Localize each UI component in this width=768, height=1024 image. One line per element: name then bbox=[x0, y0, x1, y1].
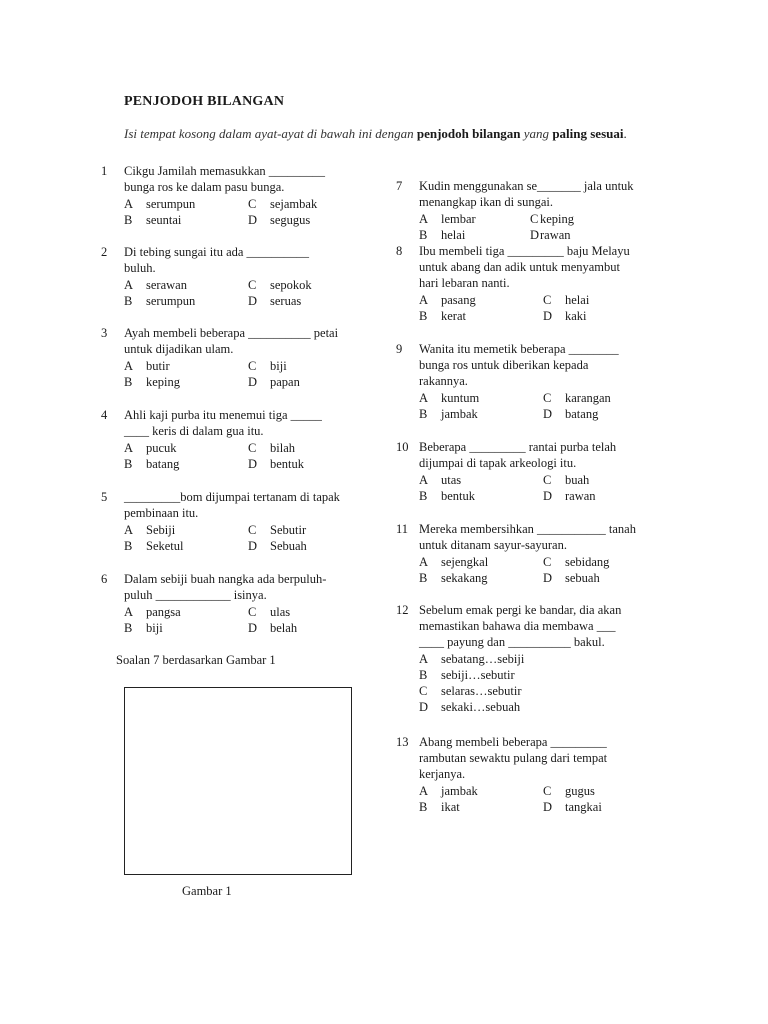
option-letter: B bbox=[124, 621, 133, 635]
option-text: batang bbox=[565, 407, 599, 421]
option-letter: C bbox=[419, 684, 428, 698]
question-text-line: bunga ros ke dalam pasu bunga. bbox=[124, 180, 285, 194]
question-number: 6 bbox=[101, 572, 108, 586]
option-letter: D bbox=[248, 213, 258, 227]
option-letter: C bbox=[543, 293, 552, 307]
option-letter: B bbox=[419, 309, 428, 323]
option-letter: D bbox=[248, 375, 258, 389]
option-letter: D bbox=[248, 294, 258, 308]
question-number: 13 bbox=[396, 735, 409, 749]
option-letter: B bbox=[124, 457, 133, 471]
question-text-line: memastikan bahawa dia membawa ___ bbox=[419, 619, 616, 633]
option-a[interactable] bbox=[419, 783, 478, 799]
option-c[interactable] bbox=[543, 783, 595, 799]
option-letter: A bbox=[419, 652, 429, 666]
question-text-line: Ayah membeli beberapa __________ petai bbox=[124, 326, 339, 340]
option-d[interactable] bbox=[530, 227, 571, 243]
option-d[interactable] bbox=[248, 456, 304, 472]
instruction-part4: paling sesuai bbox=[552, 126, 624, 141]
option-text: sebuah bbox=[565, 571, 600, 585]
page-title: PENJODOH BILANGAN bbox=[124, 94, 285, 109]
option-text: kerat bbox=[441, 309, 466, 323]
option-text: keping bbox=[146, 375, 181, 389]
option-letter: A bbox=[124, 441, 134, 455]
question-number: 10 bbox=[396, 440, 409, 454]
option-text: ikat bbox=[441, 800, 460, 814]
option-text: bentuk bbox=[270, 457, 305, 471]
question-text-line: ____ payung dan __________ bakul. bbox=[419, 635, 605, 649]
option-b[interactable] bbox=[419, 570, 488, 586]
question-text-line: Ahli kaji purba itu menemui tiga _____ bbox=[124, 408, 322, 422]
option-letter: C bbox=[543, 784, 552, 798]
option-text: serawan bbox=[146, 278, 187, 292]
option-text: keping bbox=[540, 212, 575, 226]
question-text-line: Mereka membersihkan ___________ tanah bbox=[419, 522, 636, 536]
question-text-line: kerjanya. bbox=[419, 767, 466, 781]
option-text: jambak bbox=[441, 784, 478, 798]
option-a[interactable] bbox=[124, 277, 187, 293]
question-number: 8 bbox=[396, 244, 403, 258]
option-a[interactable] bbox=[419, 390, 479, 406]
question-text-line: untuk abang dan adik untuk menyambut bbox=[419, 260, 621, 274]
option-text: seruas bbox=[270, 294, 302, 308]
option-letter: A bbox=[419, 473, 429, 487]
option-text: kaki bbox=[565, 309, 587, 323]
question-text-line: puluh ____________ isinya. bbox=[124, 588, 267, 602]
option-c[interactable] bbox=[248, 358, 287, 374]
option-c[interactable] bbox=[248, 277, 312, 293]
question-number: 3 bbox=[101, 326, 108, 340]
instruction-part5: . bbox=[623, 126, 627, 141]
option-text: Sebiji bbox=[146, 523, 176, 537]
question-text-line: Abang membeli beberapa _________ bbox=[419, 735, 607, 749]
option-text: sebatang…sebiji bbox=[441, 652, 525, 666]
option-letter: A bbox=[124, 278, 134, 292]
option-letter: D bbox=[248, 621, 258, 635]
option-d[interactable] bbox=[248, 374, 300, 390]
option-letter: B bbox=[419, 489, 428, 503]
option-text: sepokok bbox=[270, 278, 312, 292]
option-d[interactable] bbox=[543, 406, 598, 422]
option-letter: C bbox=[543, 391, 552, 405]
option-b[interactable] bbox=[419, 667, 515, 683]
option-c[interactable] bbox=[248, 440, 295, 456]
question-number: 12 bbox=[396, 603, 409, 617]
option-text: Sebuah bbox=[270, 539, 307, 553]
instruction bbox=[124, 126, 627, 142]
option-c[interactable] bbox=[543, 292, 589, 308]
option-text: sekakang bbox=[441, 571, 488, 585]
option-letter: D bbox=[419, 700, 429, 714]
option-letter: D bbox=[543, 407, 553, 421]
option-letter: A bbox=[124, 359, 134, 373]
question-text-line: dijumpai di tapak arkeologi itu. bbox=[419, 456, 577, 470]
option-letter: C bbox=[248, 605, 257, 619]
option-d[interactable] bbox=[248, 212, 310, 228]
option-letter: B bbox=[419, 668, 428, 682]
option-c[interactable] bbox=[248, 196, 317, 212]
option-a[interactable] bbox=[124, 440, 177, 456]
question-text-line: Di tebing sungai itu ada __________ bbox=[124, 245, 310, 259]
question-text-line: Wanita itu memetik beberapa ________ bbox=[419, 342, 619, 356]
question-text-line: buluh. bbox=[124, 261, 156, 275]
question-text-line: untuk ditanam sayur-sayuran. bbox=[419, 538, 567, 552]
question-text-line: Cikgu Jamilah memasukkan _________ bbox=[124, 164, 326, 178]
option-d[interactable] bbox=[543, 308, 587, 324]
option-d[interactable] bbox=[248, 293, 301, 309]
option-a[interactable] bbox=[419, 292, 476, 308]
option-b[interactable] bbox=[124, 456, 179, 472]
option-text: serumpun bbox=[146, 197, 196, 211]
option-text: sejengkal bbox=[441, 555, 489, 569]
option-a[interactable] bbox=[419, 651, 524, 667]
question-text-line: hari lebaran nanti. bbox=[419, 276, 510, 290]
option-letter: B bbox=[124, 539, 133, 553]
question-text-line: bunga ros untuk diberikan kepada bbox=[419, 358, 589, 372]
option-text: bentuk bbox=[441, 489, 476, 503]
option-text: sejambak bbox=[270, 197, 318, 211]
option-a[interactable] bbox=[124, 196, 195, 212]
instruction-part3: yang bbox=[520, 126, 553, 141]
option-text: rawan bbox=[565, 489, 596, 503]
option-b[interactable] bbox=[419, 488, 475, 504]
option-a[interactable] bbox=[419, 472, 461, 488]
question-number: 9 bbox=[396, 342, 403, 356]
option-letter: C bbox=[530, 212, 539, 226]
option-text: ulas bbox=[270, 605, 291, 619]
instruction-part2: penjodoh bilangan bbox=[416, 126, 521, 141]
option-d[interactable] bbox=[248, 620, 297, 636]
question-text-line: Sebelum emak pergi ke bandar, dia akan bbox=[419, 603, 622, 617]
option-c[interactable] bbox=[543, 554, 609, 570]
option-letter: C bbox=[248, 278, 257, 292]
option-letter: D bbox=[530, 228, 540, 242]
option-text: tangkai bbox=[565, 800, 602, 814]
option-a[interactable] bbox=[419, 554, 488, 570]
option-letter: A bbox=[419, 784, 429, 798]
option-text: lembar bbox=[441, 212, 476, 226]
option-text: rawan bbox=[540, 228, 571, 242]
option-letter: A bbox=[124, 523, 134, 537]
option-text: biji bbox=[270, 359, 287, 373]
option-letter: B bbox=[419, 800, 428, 814]
option-text: gugus bbox=[565, 784, 595, 798]
option-letter: D bbox=[543, 489, 553, 503]
option-text: kuntum bbox=[441, 391, 480, 405]
option-text: papan bbox=[270, 375, 300, 389]
option-text: Sebutir bbox=[270, 523, 307, 537]
option-letter: A bbox=[124, 197, 134, 211]
option-letter: D bbox=[543, 309, 553, 323]
option-letter: C bbox=[248, 441, 257, 455]
option-letter: C bbox=[248, 523, 257, 537]
option-d[interactable] bbox=[543, 570, 600, 586]
option-letter: A bbox=[124, 605, 134, 619]
question-number: 5 bbox=[101, 490, 108, 504]
option-c[interactable] bbox=[248, 604, 290, 620]
option-text: jambak bbox=[441, 407, 478, 421]
option-c[interactable] bbox=[419, 683, 522, 699]
option-b[interactable] bbox=[124, 538, 184, 554]
option-letter: C bbox=[543, 473, 552, 487]
option-letter: D bbox=[543, 571, 553, 585]
option-text: sebiji…sebutir bbox=[441, 668, 515, 682]
option-b[interactable] bbox=[124, 620, 163, 636]
question-text-line: _________bom dijumpai tertanam di tapak bbox=[124, 490, 340, 504]
question-number: 11 bbox=[396, 522, 409, 536]
option-letter: B bbox=[419, 407, 428, 421]
option-text: pangsa bbox=[146, 605, 181, 619]
option-text: biji bbox=[146, 621, 163, 635]
option-letter: C bbox=[543, 555, 552, 569]
option-c[interactable] bbox=[248, 522, 306, 538]
question-text-line: rakannya. bbox=[419, 374, 468, 388]
option-text: segugus bbox=[270, 213, 311, 227]
option-text: pucuk bbox=[146, 441, 177, 455]
option-letter: B bbox=[124, 375, 133, 389]
option-a[interactable] bbox=[124, 522, 175, 538]
figure-caption: Gambar 1 bbox=[182, 884, 232, 898]
question-text-line: rambutan sewaktu pulang dari tempat bbox=[419, 751, 608, 765]
option-text: Seketul bbox=[146, 539, 184, 553]
option-text: belah bbox=[270, 621, 298, 635]
question-text-line: untuk dijadikan ulam. bbox=[124, 342, 234, 356]
option-letter: A bbox=[419, 555, 429, 569]
option-letter: D bbox=[543, 800, 553, 814]
figure-context: Soalan 7 berdasarkan Gambar 1 bbox=[116, 653, 276, 667]
option-text: buah bbox=[565, 473, 590, 487]
option-letter: D bbox=[248, 457, 258, 471]
option-letter: B bbox=[124, 294, 133, 308]
option-letter: A bbox=[419, 212, 429, 226]
question-text-line: Beberapa _________ rantai purba telah bbox=[419, 440, 617, 454]
option-b[interactable] bbox=[419, 406, 478, 422]
option-text: helai bbox=[441, 228, 466, 242]
option-d[interactable] bbox=[543, 799, 602, 815]
option-letter: D bbox=[248, 539, 258, 553]
instruction-part1: Isi tempat kosong dalam ayat-ayat di bawah ini dengan bbox=[124, 126, 417, 141]
option-a[interactable] bbox=[124, 358, 170, 374]
option-text: batang bbox=[146, 457, 180, 471]
question-text-line: menangkap ikan di sungai. bbox=[419, 195, 553, 209]
question-number: 2 bbox=[101, 245, 108, 259]
option-d[interactable] bbox=[543, 488, 596, 504]
option-b[interactable] bbox=[419, 799, 460, 815]
question-number: 1 bbox=[101, 164, 108, 178]
option-c[interactable] bbox=[530, 211, 574, 227]
option-d[interactable] bbox=[419, 699, 520, 715]
option-b[interactable] bbox=[419, 227, 465, 243]
option-letter: A bbox=[419, 391, 429, 405]
option-text: butir bbox=[146, 359, 170, 373]
option-text: bilah bbox=[270, 441, 295, 455]
option-letter: C bbox=[248, 197, 257, 211]
option-text: pasang bbox=[441, 293, 476, 307]
question-text-line: pembinaan itu. bbox=[124, 506, 199, 520]
option-text: sebidang bbox=[565, 555, 610, 569]
question-number: 7 bbox=[396, 179, 403, 193]
question-text-line: ____ keris di dalam gua itu. bbox=[124, 424, 264, 438]
option-b[interactable] bbox=[419, 308, 466, 324]
option-letter: B bbox=[419, 571, 428, 585]
option-a[interactable] bbox=[419, 211, 476, 227]
option-d[interactable] bbox=[248, 538, 307, 554]
option-letter: B bbox=[419, 228, 428, 242]
option-text: utas bbox=[441, 473, 462, 487]
option-text: sekaki…sebuah bbox=[441, 700, 521, 714]
option-text: helai bbox=[565, 293, 590, 307]
question-text-line: Kudin menggunakan se_______ jala untuk bbox=[419, 179, 634, 193]
option-b[interactable] bbox=[124, 374, 180, 390]
option-b[interactable] bbox=[124, 293, 195, 309]
option-letter: B bbox=[124, 213, 133, 227]
option-b[interactable] bbox=[124, 212, 181, 228]
option-a[interactable] bbox=[124, 604, 181, 620]
option-c[interactable] bbox=[543, 390, 611, 406]
question-text-line: Ibu membeli tiga _________ baju Melayu bbox=[419, 244, 630, 258]
option-c[interactable] bbox=[543, 472, 589, 488]
option-text: karangan bbox=[565, 391, 611, 405]
option-letter: A bbox=[419, 293, 429, 307]
option-text: serumpun bbox=[146, 294, 196, 308]
question-text-line: Dalam sebiji buah nangka ada berpuluh- bbox=[124, 572, 327, 586]
figure-box bbox=[124, 687, 352, 875]
option-letter: C bbox=[248, 359, 257, 373]
option-text: selaras…sebutir bbox=[441, 684, 522, 698]
question-number: 4 bbox=[101, 408, 108, 422]
option-text: seuntai bbox=[146, 213, 182, 227]
